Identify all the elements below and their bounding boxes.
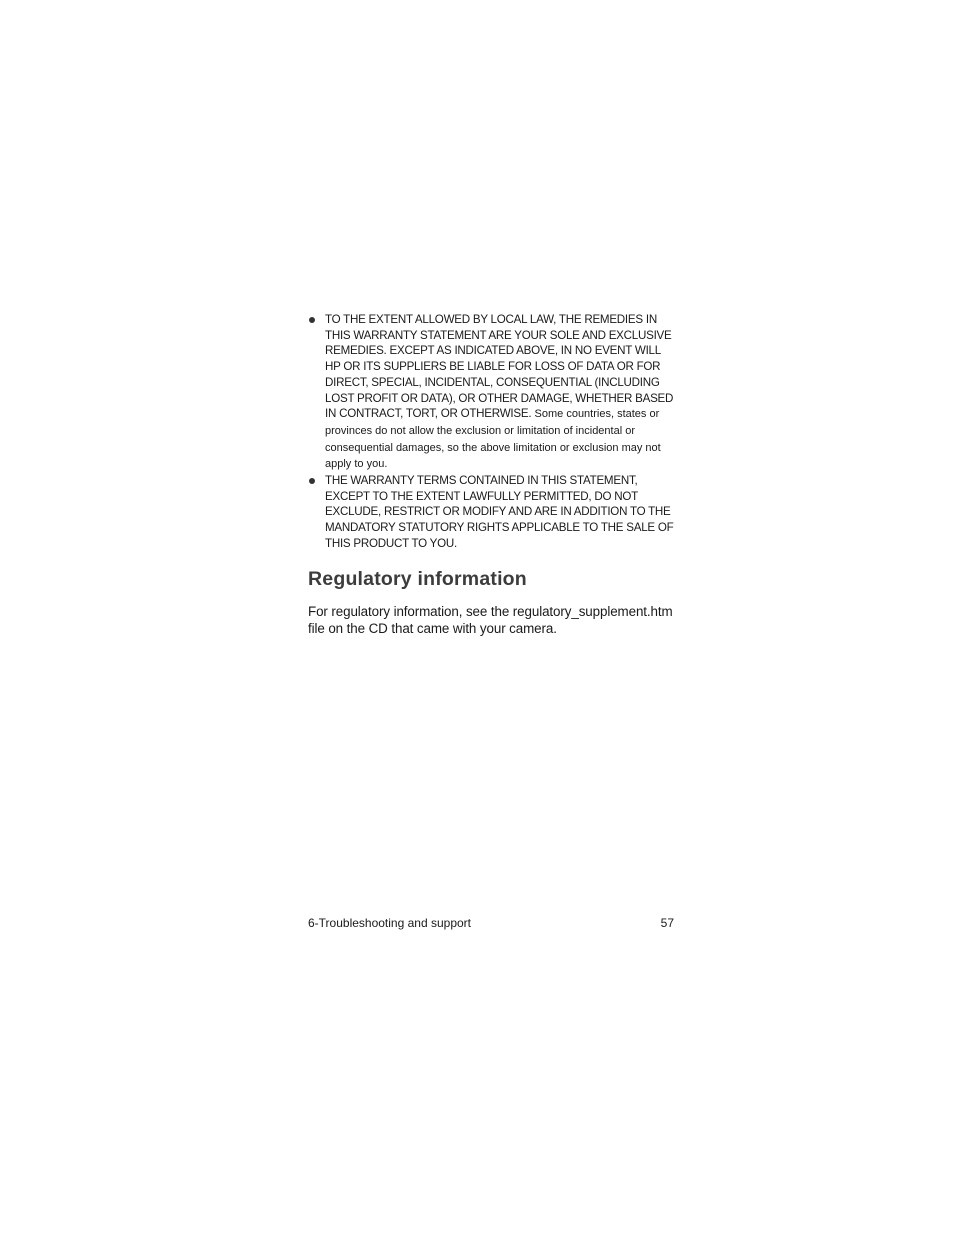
bullet-caps-text: THE WARRANTY TERMS CONTAINED IN THIS STATEMENT, EXCEPT TO THE EXTENT LAWFULLY PERMITTED, DO NOT EXCLUDE, RESTRICT OR MODIFY AND ARE IN ADDITION TO THE MANDATORY STATUTORY RIGHTS APPLICABLE TO THE SALE OF THIS PRODUCT TO YOU. [325,474,674,550]
page-footer [308,915,674,931]
bullet-icon [309,317,315,323]
bullet-caps-text: TO THE EXTENT ALLOWED BY LOCAL LAW, THE REMEDIES IN THIS WARRANTY STATEMENT ARE YOUR SOLE AND EXCLUSIVE REMEDIES. EXCEPT AS INDICATED ABOVE, IN NO EVENT WILL HP OR ITS SUPPLIERS BE LIABLE FOR LOSS OF DATA OR FOR DIRECT, SPECIAL, INCIDENTAL, CONSEQUENTIAL (INCLUDING LOST PROFIT OR DATA), OR OTHER DAMAGE, WHETHER BASED IN CONTRACT, TORT, OR OTHERWISE. [325,313,674,421]
bullet-normal-text: Some countries, states or provinces do not allow the exclusion or limitation of incidental or consequential damages, so the above limitation or exclusion may not apply to you. [325,408,661,471]
bullet-icon [309,478,315,484]
page-content [308,312,674,638]
page-number: 57 [660,916,674,930]
list-item [308,473,674,552]
footer-chapter: 6-Troubleshooting and support [308,916,471,930]
section-body: For regulatory information, see the regulatory_supplement.htm file on the CD that came with your camera. [308,603,673,637]
warranty-bullet-list [308,312,674,552]
list-item [308,312,674,473]
section-heading: Regulatory information [308,567,527,590]
